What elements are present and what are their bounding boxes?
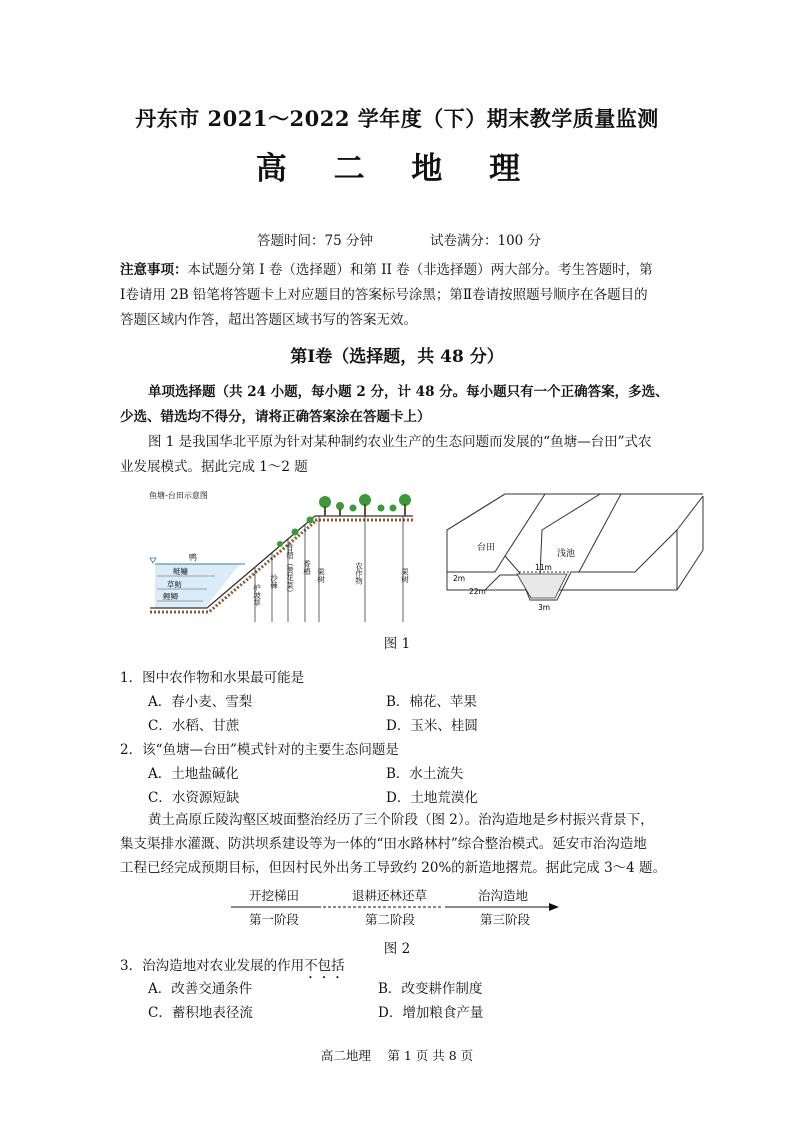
- notice-label: 注意事项：: [120, 262, 188, 278]
- q3-option-d[interactable]: D．增加粮食产量: [378, 1005, 484, 1021]
- section-title: 第Ⅰ卷（选择题，共 48 分）: [290, 347, 504, 367]
- notice-text-1: 本试题分第 I 卷（选择题）和第 II 卷（非选择题）两大部分。考生答题时，第: [187, 262, 653, 278]
- stage-bottom-2: 第二阶段: [365, 912, 416, 927]
- subject-title: 高 二 地 理: [255, 151, 539, 187]
- q2-stem: 2．该“鱼塘—台田”模式针对的主要生态问题是: [120, 742, 399, 758]
- slope-label-4: 香椿: [302, 560, 312, 575]
- q3-stem-emphasis: 不包括: [304, 958, 345, 974]
- passage2-line-2: 集支渠排水灌溉、防洪坝系建设等为一体的“田水路林村”综合整治模式。延安市治沟造地: [120, 836, 647, 852]
- exam-time: 答题时间：75 分钟: [257, 233, 373, 249]
- passage2-line-1: 黄土高原丘陵沟壑区坡面整治经历了三个阶段（图 2）。治沟造地是乡村振兴背景下，: [148, 812, 654, 828]
- section-instruction-2: 少选、错选均不得分，请将正确答案涂在答题卡上）: [120, 409, 431, 425]
- q1-option-b[interactable]: B．棉花、苹果: [386, 694, 477, 710]
- q3-stem-text: 3．治沟造地对农业发展的作用: [120, 958, 305, 974]
- notice-block: [120, 258, 676, 333]
- page-footer: 高二地理 第 1 页 共 8 页: [320, 1048, 474, 1063]
- dim-2m: 2m: [453, 574, 466, 583]
- slope-label-2: 沙棘: [269, 574, 279, 589]
- arrow-head-icon: [549, 903, 559, 911]
- exam-score: 试卷满分：100 分: [430, 233, 542, 249]
- stage-top-2: 退耕还林还草: [352, 888, 428, 903]
- fishpond-platform-diagram: [145, 486, 420, 626]
- slope-label-3: 苜蓿（黄花菜）: [285, 544, 295, 597]
- notice-line-2: Ⅰ卷请用 2B 铅笔将答题卡上对应题目的答案标号涂黑；第Ⅱ卷请按照题号顺序在各题目的: [120, 287, 648, 303]
- dim-3m: 3m: [538, 603, 551, 612]
- platform-block-diagram: [445, 490, 705, 615]
- dim-22m: 22m: [469, 587, 486, 596]
- notice-line-3: 答题区域内作答，超出答题区域书写的答案无效。: [120, 312, 417, 328]
- q2-option-a[interactable]: A．土地盐碱化: [148, 766, 239, 782]
- stage-bottom-1: 第一阶段: [249, 912, 300, 927]
- fish-label-duck: 鸭: [189, 553, 197, 562]
- q3-option-a[interactable]: A．改善交通条件: [148, 981, 253, 997]
- section-instruction-1: 单项选择题（共 24 小题，每小题 2 分，计 48 分。每小题只有一个正确答案，多选、: [148, 384, 669, 400]
- q2-option-c[interactable]: C．水资源短缺: [148, 790, 240, 806]
- fish-label-1: 鲢鳙: [173, 567, 188, 576]
- stage-top-1: 开挖梯田: [249, 888, 300, 903]
- slope-label-6: 农作物: [354, 562, 364, 585]
- q1-option-a[interactable]: A．春小麦、雪梨: [148, 694, 253, 710]
- stage-top-3: 治沟造地: [478, 888, 529, 903]
- stage-bottom-3: 第三阶段: [480, 912, 531, 927]
- slope-label-1: 护坡草: [252, 584, 262, 607]
- fish-label-2: 草鲂: [167, 580, 182, 589]
- figure1-caption: 图 1: [383, 636, 411, 652]
- q2-option-b[interactable]: B．水土流失: [386, 766, 464, 782]
- q1-option-d[interactable]: D．玉米、桂圆: [386, 718, 478, 734]
- exam-title: 丹东市 2021～2022 学年度（下）期末教学质量监测: [135, 106, 659, 131]
- q3-option-c[interactable]: C．蓄积地表径流: [148, 1005, 253, 1021]
- notice-line-1: [120, 258, 676, 283]
- passage1-line-2: 业发展模式。据此完成 1～2 题: [120, 459, 308, 475]
- figure2-caption: 图 2: [383, 941, 411, 957]
- slope-label-5: 果树: [316, 568, 326, 583]
- q1-stem: 1．图中农作物和水果最可能是: [120, 670, 305, 686]
- passage2-line-3: 工程已经完成预期目标，但因村民外出务工导致约 20%的新造地撂荒。据此完成 3～4 题。: [120, 860, 667, 876]
- water-level-marker: [150, 558, 156, 563]
- platform-label: 台田: [477, 543, 496, 553]
- q1-option-c[interactable]: C．水稻、甘蔗: [148, 718, 240, 734]
- fish-label-3: 鲤鲫: [163, 592, 178, 601]
- pond-label: 浅池: [557, 549, 576, 559]
- q2-option-d[interactable]: D．土地荒漠化: [386, 790, 478, 806]
- passage1-line-1: 图 1 是我国华北平原为针对某种制约农业生产的生态问题而发展的“鱼塘—台田”式农: [148, 434, 652, 450]
- dim-11m: 11m: [535, 563, 552, 572]
- diagram-title: 鱼塘-台田示意图: [149, 491, 208, 500]
- q3-option-b[interactable]: B．改变耕作制度: [378, 981, 483, 997]
- slope-label-7: 果树: [400, 568, 410, 583]
